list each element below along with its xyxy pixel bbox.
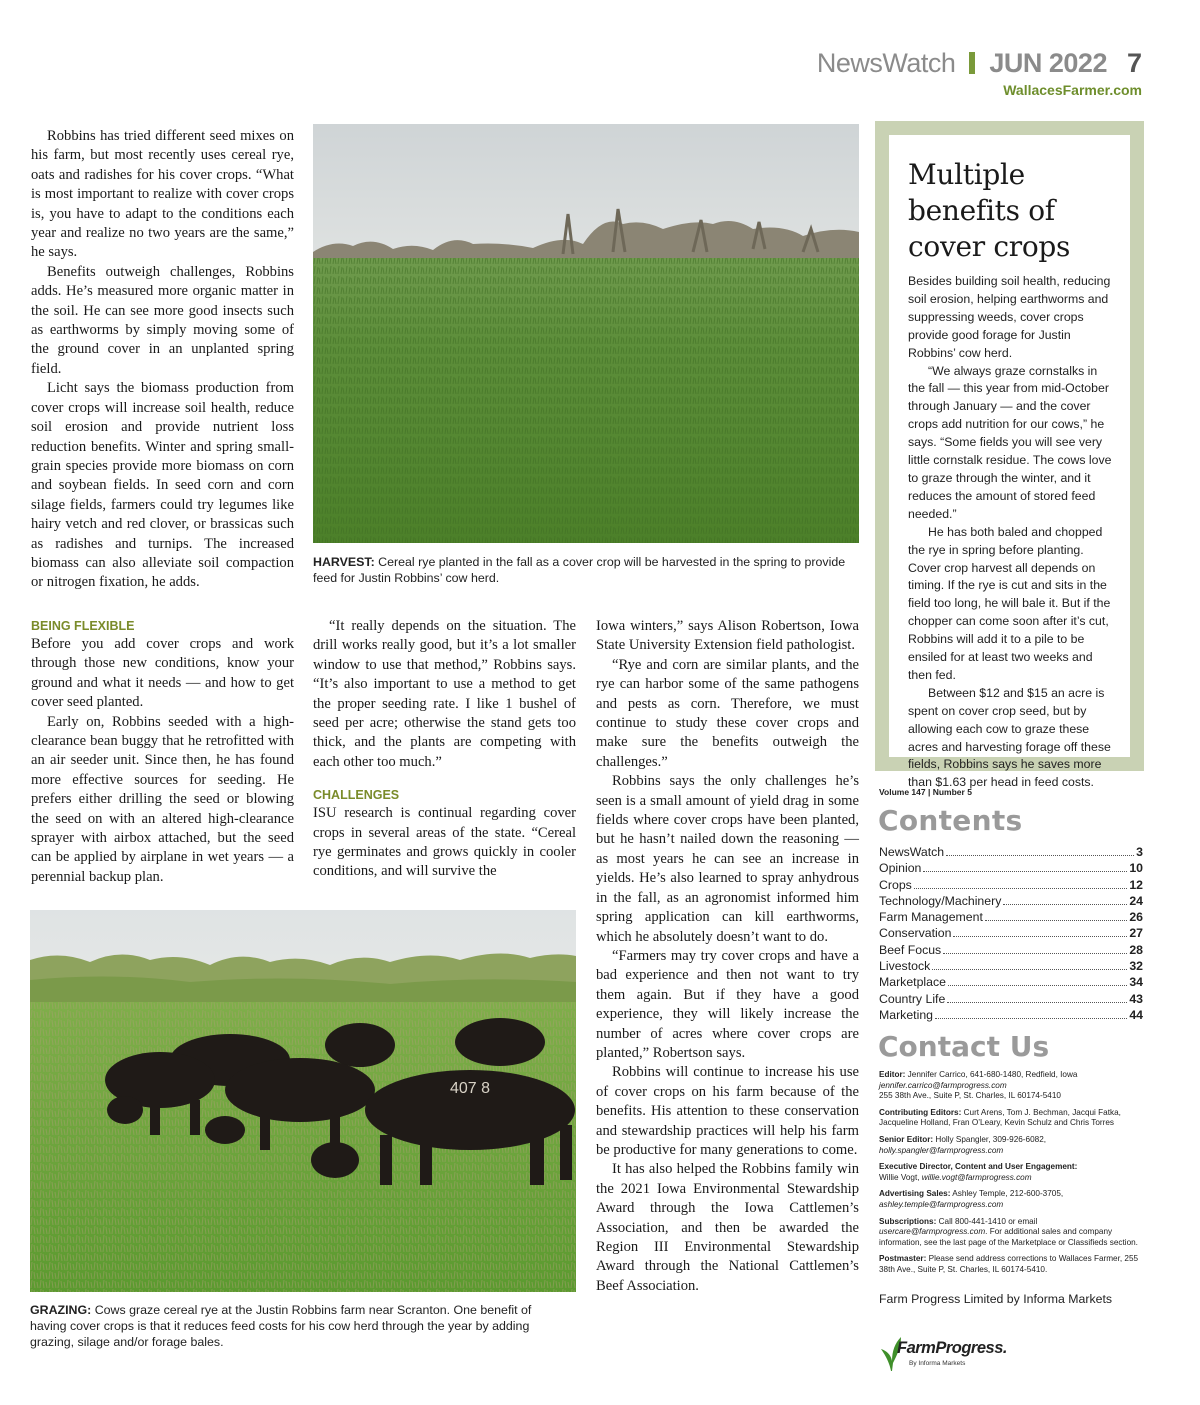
page-number: 7 [1126, 47, 1142, 78]
page-header [817, 46, 1142, 80]
site-url[interactable]: WallacesFarmer.com [1003, 82, 1142, 98]
paragraph: Robbins will continue to increase his use of cover crops on his farm because of the benefits. His attention to these conservation and stewardship practices will help his farm be productive for many generations to come. [596, 1064, 859, 1158]
senior-email-link[interactable]: holly.spangler@farmprogress.com [879, 1145, 1004, 1155]
toc-row[interactable] [879, 943, 1143, 959]
toc-label: NewsWatch [879, 845, 945, 859]
toc-row[interactable] [879, 992, 1143, 1008]
harvest-photo [313, 124, 859, 543]
sidebar-paragraph: Besides building soil health, reducing soil erosion, helping earthworms and suppressing weeds, cover crops provide good forage for Justin Robbins’ cow herd. [908, 274, 1111, 360]
contact-title: Contact Us [878, 1030, 1050, 1063]
toc-page: 34 [1129, 975, 1143, 990]
contact-contributors: Contributing Editors: Curt Arens, Tom J. Bechman, Jacqui Fatka, Jacqueline Holland, Fran O’Leary, Kevin Schulz and Chris Torres [879, 1107, 1121, 1128]
paragraph: Early on, Robbins seeded with a high-clearance bean buggy that he retrofitted with an air seeder unit. Since then, he has found more effective sources for seeding. He prefers either drilling the seed or blowing the seed on with an altered high-clearance sprayer with airbox attached, but the seed can be applied by airplane in wet years — a perennial backup plan. [31, 713, 294, 885]
article-column-1 [31, 127, 294, 593]
paragraph: Iowa winters,” says Alison Robertson, Iowa State University Extension field pathologist. [596, 618, 859, 654]
ads-email-link[interactable]: ashley.temple@farmprogress.com [879, 1199, 1004, 1209]
exec-email-link[interactable]: willie.vogt@farmprogress.com [921, 1172, 1032, 1182]
toc-label: Farm Management [879, 910, 983, 925]
header-divider [969, 52, 975, 74]
toc-leader [985, 920, 1127, 921]
toc-row[interactable] [879, 845, 1143, 861]
contact-postmaster: Postmaster: Please send address corrections to Wallaces Farmer, 255 38th Ave., Suite P, St. Charles, IL 60174-5410. [879, 1254, 1139, 1274]
sidebar-paragraph: “We always graze cornstalks in the fall — this year from mid-October through January — and the cover crops add nutrition for our cows,” he says. “Some fields you will see very little cornstalk residue. The cows love to graze through the winter, and it reduces the amount of stored feed needed.” [908, 363, 1112, 521]
sidebar-paragraph: He has both baled and chopped the rye in spring before planting. Cover crop harvest all depends on timing. If the rye is cut and sits in the field too long, he will bale it. But if the chopper can come soon after it’s cut, Robbins will add it to a pile to be ensiled for at least two weeks and then fed. [908, 524, 1111, 682]
toc-page: 44 [1129, 1007, 1143, 1022]
contact-subscriptions: Subscriptions: Call 800-441-1410 or email usercare@farmprogress.com. For additional sales and company information, see the last page of the Marketplace or Classifieds section. [879, 1216, 1138, 1247]
toc-label: Opinion [879, 861, 922, 876]
issue-date: JUN 2022 [989, 47, 1107, 78]
paragraph: Benefits outweigh challenges, Robbins adds. He’s measured more organic matter in the soil. He can see more good insects such as earthworms by simply moving some of the ground cover in an unplanted spring field. [31, 263, 294, 377]
paragraph: “It really depends on the situation. The drill works really good, but it’s a lot smaller window to use that method,” Robbins says. “It’s also important to use a method to get the proper seeding rate. I like 1 bushel of seed per acre; otherwise the stand gets too thick, and the plants are competing with each other too much.” [313, 618, 576, 770]
table-of-contents [879, 845, 1143, 1024]
toc-label: Beef Focus [879, 942, 942, 957]
toc-page: 10 [1129, 861, 1143, 876]
article-column-1b [31, 617, 294, 887]
grazing-caption [30, 1302, 560, 1350]
toc-leader [947, 1002, 1127, 1003]
toc-label: Marketing [879, 1007, 933, 1022]
paragraph: Robbins has tried different seed mixes on his farm, but most recently uses cereal rye, oats and radishes for his cover crops. “What is most important to realize with cover crops is, you have to adapt to the conditions each year and realize no two years are the same,” he says. [31, 128, 294, 261]
sidebar-title: Multiple benefits of cover crops [908, 158, 1071, 263]
paragraph: Licht says the biomass production from cover crops will increase soil health, reduce soil erosion and provide nutrient loss reduction benefits. Winter and spring small-grain species provide more biomass on corn and soybean fields. In seed corn and corn silage fields, farmers could try legumes like hairy vetch and red clover, or brassicas such as radishes and turnips. The increased biomass can also alleviate soil compaction or nitrogen fixation, he adds. [31, 380, 294, 591]
toc-label: Marketplace [879, 975, 946, 990]
toc-row[interactable] [879, 861, 1143, 877]
toc-leader [1003, 904, 1127, 905]
paragraph: ISU research is continual regarding cover crops in several areas of the state. “Cereal rye germinates and grows quickly in cooler conditions, and will survive the [313, 805, 576, 880]
publisher-line: Farm Progress Limited by Informa Markets [879, 1292, 1113, 1306]
contact-info [879, 1070, 1147, 1282]
contact-senior-editor: Senior Editor: Holly Spangler, 309-926-6082, holly.spangler@farmprogress.com [879, 1134, 1047, 1155]
toc-leader [943, 953, 1127, 954]
toc-row[interactable] [879, 959, 1143, 975]
subs-email-link[interactable]: usercare@farmprogress.com [879, 1227, 986, 1237]
paragraph: “Rye and corn are similar plants, and the rye can harbor some of the same pathogens and pests as corn. Therefore, we must continue to study these cover crops and make sure the benefits outweigh the challenges.” [596, 656, 859, 770]
subhead-being-flexible: BEING FLEXIBLE [31, 619, 135, 633]
caption-text: Cows graze cereal rye at the Justin Robbins farm near Scranton. One benefit of having cover crops is that it reduces feed costs for his cow herd through the year by adding grazing, silage and/or forage bales. [30, 1303, 532, 1349]
article-column-2 [313, 617, 576, 882]
toc-leader [923, 871, 1127, 872]
toc-row[interactable] [879, 910, 1143, 926]
toc-row[interactable] [879, 894, 1143, 910]
logo-subtext: By Informa Markets [909, 1360, 966, 1367]
sidebar-paragraph: Between $12 and $15 an acre is spent on cover crop seed, but by allowing each cow to graze these acres and harvesting forage off these fields, Robbins says he saves more than $1.63 per head in feed costs. [908, 685, 1111, 790]
section-name: NewsWatch [816, 47, 956, 78]
toc-leader [914, 888, 1128, 889]
toc-label: Crops [879, 877, 912, 892]
toc-page: 32 [1129, 959, 1143, 974]
sidebar-box [875, 121, 1144, 790]
logo-text: FarmProgress. [897, 1339, 1007, 1357]
toc-row[interactable] [879, 975, 1143, 991]
toc-page: 3 [1136, 845, 1143, 859]
toc-row[interactable] [879, 1008, 1143, 1024]
cow-tag-number: 407 8 [450, 1080, 491, 1097]
paragraph: It has also helped the Robbins family win the 2021 Iowa Environmental Stewardship Award through the Iowa Cattlemen’s Association, and then be awarded the Region III Environmental Stewardship Award through the National Cattlemen’s Beef Association. [596, 1161, 859, 1294]
harvest-caption [313, 554, 859, 586]
caption-text: Cereal rye planted in the fall as a cover crop will be harvested in the spring to provide feed for Justin Robbins’ cow herd. [313, 555, 846, 585]
toc-leader [932, 969, 1127, 970]
toc-page: 43 [1129, 991, 1143, 1006]
toc-page: 12 [1129, 877, 1143, 892]
caption-label: HARVEST: [313, 555, 375, 569]
toc-label: Technology/Machinery [879, 893, 1002, 908]
farm-progress-logo [879, 1335, 1009, 1375]
toc-leader [953, 936, 1127, 937]
contact-advertising: Advertising Sales: Ashley Temple, 212-600-3705, ashley.temple@farmprogress.com [879, 1189, 1064, 1209]
toc-page: 27 [1129, 926, 1143, 941]
toc-leader [948, 985, 1127, 986]
toc-row[interactable] [879, 926, 1143, 942]
editor-email-link[interactable]: jennifer.carrico@farmprogress.com [879, 1080, 1007, 1090]
toc-leader [946, 855, 1134, 856]
toc-row[interactable] [879, 878, 1143, 894]
paragraph: Before you add cover crops and work through those new conditions, know your ground and what it needs — and how to get cover seed planted. [31, 636, 294, 711]
toc-label: Country Life [879, 991, 946, 1006]
paragraph: “Farmers may try cover crops and have a bad experience and then not want to try them again. But if they have a good experience, they will likely increase the number of acres where cover crops are planted,” Robertson says. [596, 947, 859, 1061]
toc-page: 28 [1129, 942, 1143, 957]
toc-label: Livestock [879, 959, 931, 974]
article-column-3 [596, 617, 859, 1296]
sidebar-inner [889, 135, 1130, 790]
volume-number: Volume 147 | Number 5 [879, 787, 972, 797]
grazing-photo [30, 910, 576, 1292]
contact-editor: Editor: Jennifer Carrico, 641-680-1480, Redfield, Iowa jennifer.carrico@farmprogress.com 255 38th Ave., Suite P, St. Charles, IL 60174-5410 [879, 1070, 1078, 1101]
caption-label: GRAZING: [30, 1303, 92, 1317]
subhead-challenges: CHALLENGES [313, 788, 400, 803]
paragraph: Robbins says the only challenges he’s seen is a small amount of yield drag in some fields where cover crops have been planted, but he hasn’t nailed down the reasoning — as most years he can see an increase in yields. He’s also learned to spray anhydrous in the fall, as an agronomist informed him spring application can kill earthworms, which he absolutely doesn’t want to do. [596, 773, 859, 945]
sidebar-text [908, 273, 1115, 792]
toc-page: 24 [1129, 893, 1143, 908]
contact-executive: Executive Director, Content and User Engagement: Willie Vogt, willie.vogt@farmprogress.com [879, 1162, 1078, 1182]
toc-page: 26 [1129, 910, 1143, 925]
toc-leader [935, 1018, 1127, 1019]
toc-label: Conservation [879, 926, 952, 941]
contents-title: Contents [878, 804, 1023, 837]
